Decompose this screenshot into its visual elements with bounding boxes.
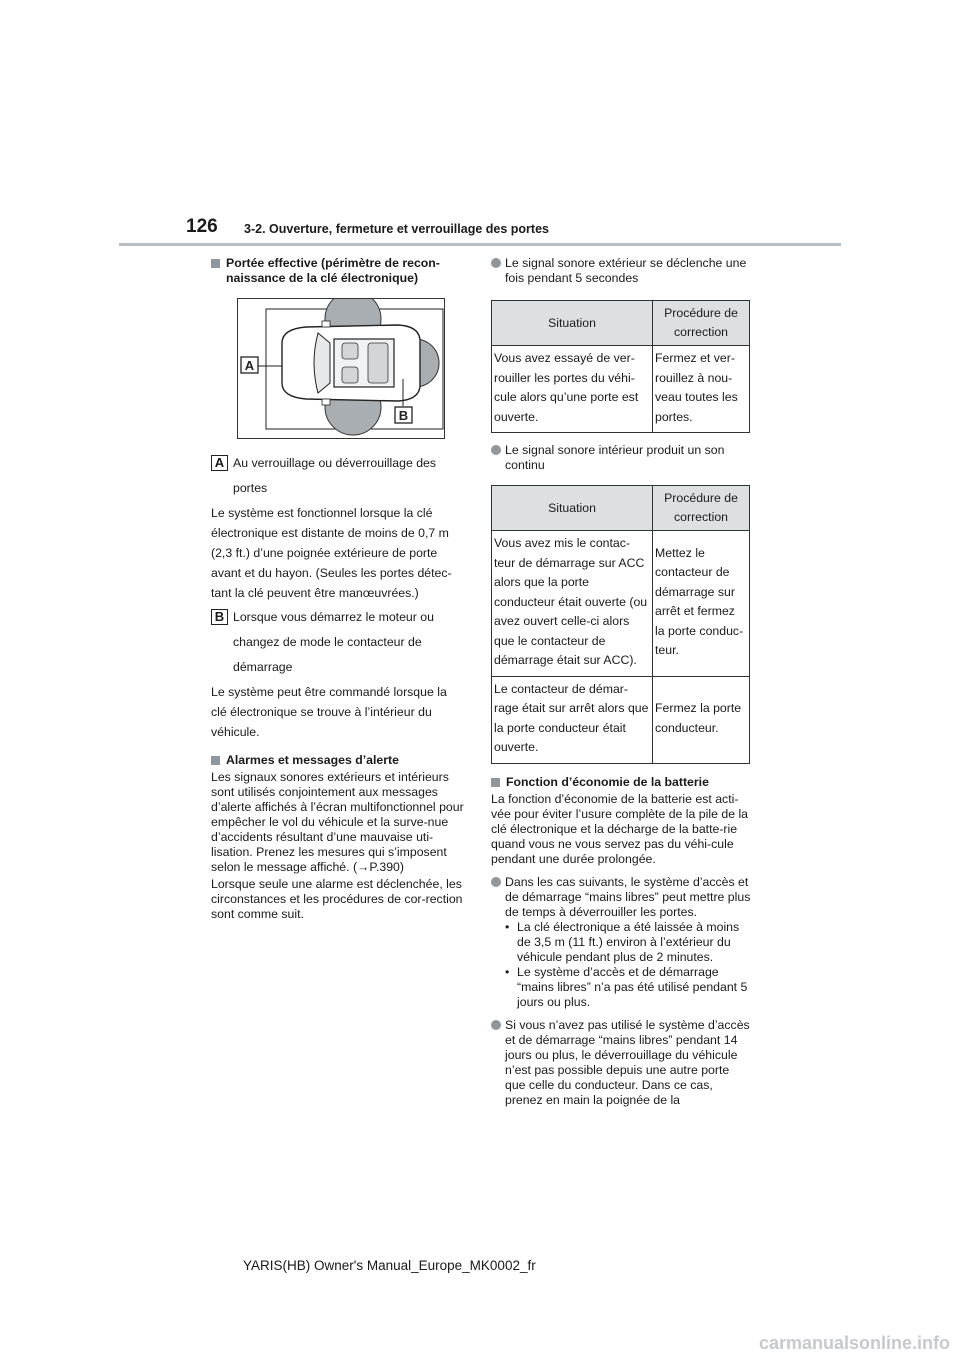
alarms-paragraph: Les signaux sonores extérieurs et intérieurs sont utilisés conjointement aux messages d’alerte affichés à l’écran multifonctionnel pour empêcher le vol du véhicule et la surve-nue d’accidents résultant d’une mauvaise uti-lisation. Prenez les mesures qui s’imposent selon le message affiché. (→P.390) [211,770,464,874]
square-bullet-icon [211,259,220,268]
table-header-correction: Procédure de correction [653,301,750,346]
svg-text:B: B [398,408,409,423]
label-a-item: A Au verrouillage ou déverrouillage des [211,451,465,476]
table-header-situation: Situation [492,486,653,531]
left-column: Portée effective (périmètre de recon-naissance de la clé électronique) A B A Au verrouillage ou déverrouillage des portes Le système est fonctionnel lorsque la clé électronique est distante de moins de 0,7 m (2,3 ft.) d’une poignée extérieure de porte avant et du hayon. (Seules les portes détec- tant la clé peuvent être manœuvrées.) B Lorsque vous démarrez le moteur ou changez de mode le contacteur de démarrage Le système peut être commandé lorsque la clé électronique se trouve à l’intérieur du véhicule. Alarmes et messages d’alerte Les signaux sonores extérieurs et intérieurs sont utilisés conjointement aux messages d’alerte affichés à l’écran multifonctionnel pour empêcher le vol du véhicule et la surve-nue d’accidents résultant d’une mauvaise uti-lisation. Prenez les mesures qui s’imposent selon le message affiché. (→P.390) Lorsque seule une alarme est déclenchée, les circonstances et les procédures de cor-rection sont comme suit. [211,256,464,921]
label-b-box: B [211,609,228,625]
range-diagram [237,298,445,439]
car-key-range-illustration [238,299,444,438]
table-header-correction: Procédure de correction [653,486,750,531]
circle-bullet-icon [491,877,501,887]
unlock-restriction-item: Si vous n’avez pas utilisé le système d’accès et de démarrage “mains libres” pendant 14 jours ou plus, le déverrouillage du véhicule n’est pas possible depuis une autre porte que celle du conducteur. Dans ce cas, prenez en main la poignée de la [491,1018,752,1108]
label-b-item: B Lorsque vous démarrez le moteur ou [211,605,465,630]
section-heading-alarms: Alarmes et messages d’alerte [211,753,465,768]
list-item: • Le système d’accès et de démarrage “mains libres” n’a pas été utilisé pendant 5 jours ou plus. [505,964,748,1009]
right-column [491,256,752,1108]
footer-manual-id: YARIS(HB) Owner's Manual_Europe_MK0002_fr [243,1258,536,1273]
exterior-buzzer-table [491,300,750,433]
alarms-paragraph-2: Lorsque seule une alarme est déclenchée, les circonstances et les procédures de cor-rection sont comme suit. [211,877,463,921]
battery-case-item: Dans les cas suivants, le système d’accès et de démarrage “mains libres” peut mettre plus de temps à déverrouiller les portes. [491,875,752,920]
circle-bullet-icon [491,1020,501,1030]
section-title: 3-2. Ouverture, fermeture et verrouillage des portes [244,222,549,236]
square-bullet-icon [491,778,500,787]
table-header-situation: Situation [492,301,653,346]
table-row: Vous avez mis le contac-teur de démarrage sur ACC alors que la porte conducteur était ouverte (ou avez ouvert celle-ci alors que le contacteur de démarrage était sur ACC). Mettez le contacteur de démarrage sur arrêt et fermez la porte conduc-teur. [492,531,750,677]
page-number: 126 [186,216,218,237]
interior-buzzer-table [491,485,750,764]
square-bullet-icon [211,756,220,765]
list-item: • La clé électronique a été laissée à moins de 3,5 m (11 ft.) environ à l’extérieur du véhicule pendant plus de 2 minutes. [505,919,740,964]
circle-bullet-icon [491,445,501,455]
table-row: Vous avez essayé de ver-rouiller les portes du véhi-cule alors qu’une porte est ouverte. Fermez et ver-rouillez à nou-veau toutes les portes. [492,346,750,433]
watermark: carmanualsonline.info [758,1333,950,1353]
svg-text:A: A [244,358,255,373]
exterior-buzzer-item: Le signal sonore extérieur se déclenche une fois pendant 5 secondes [491,256,752,286]
header-rule [119,243,841,246]
battery-paragraph: La fonction d’économie de la batterie est acti-vée pour éviter l’usure complète de la pile de la clé électronique et la décharge de la batte-rie quand vous ne vous servez pas du véhi-cule pendant une durée prolongée. [491,791,749,866]
range-description: Le système est fonctionnel lorsque la clé électronique est distante de moins de 0,7 m (2,3 ft.) d’une poignée extérieure de porte avant et du hayon. (Seules les portes détec- tant la clé peuvent être manœuvrées.) [211,506,452,600]
interior-description: Le système peut être commandé lorsque la clé électronique se trouve à l’intérieur du véhicule. [211,685,447,739]
interior-buzzer-item: Le signal sonore intérieur produit un son continu [491,443,752,473]
label-a-box: A [211,455,228,471]
table-row: Le contacteur de démar-rage était sur arrêt alors que la porte conducteur était ouverte. Fermez la porte conducteur. [492,676,750,763]
section-heading-battery: Fonction d’économie de la batterie [491,775,752,790]
circle-bullet-icon [491,258,501,268]
section-heading-range: Portée effective (périmètre de recon-naissance de la clé électronique) [211,256,465,286]
